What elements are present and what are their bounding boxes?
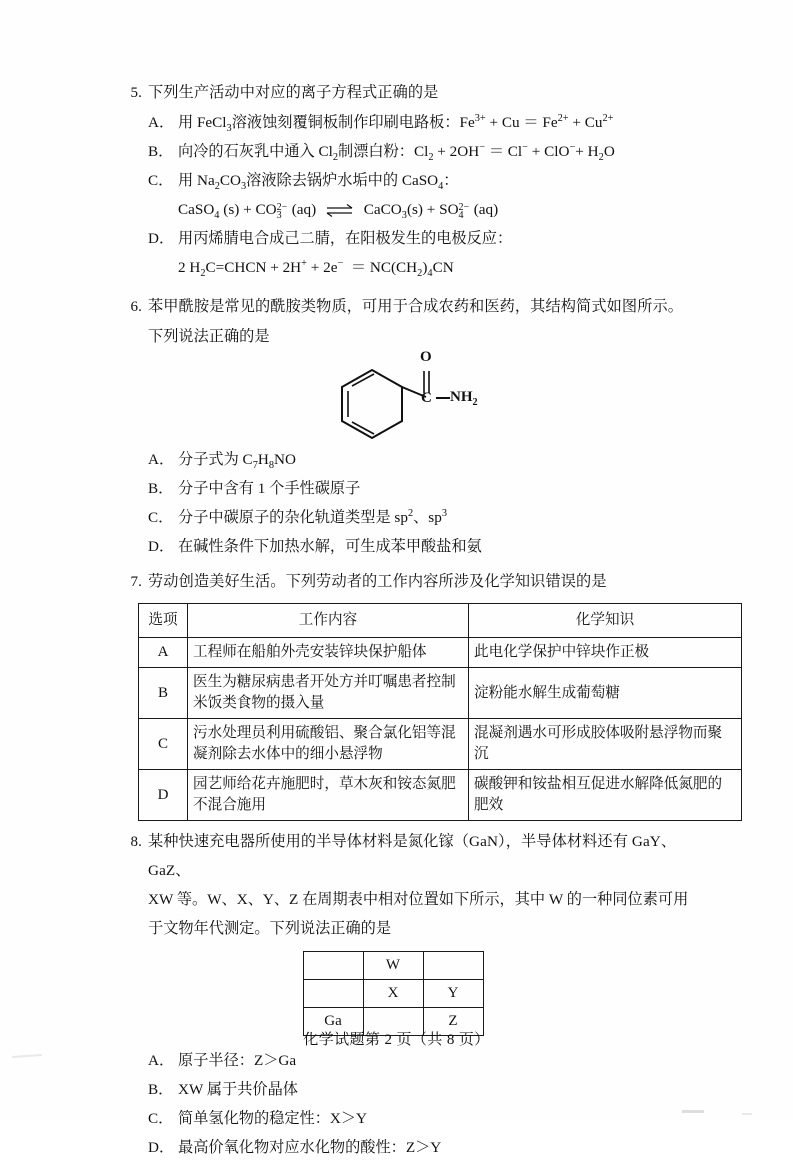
grid-row bbox=[303, 952, 483, 980]
question-6-option-c[interactable] bbox=[118, 503, 718, 532]
scan-artifact bbox=[682, 1110, 704, 1113]
row-option-label: D bbox=[139, 770, 188, 821]
option-text: 分子式为 $C_7H_8NO$ bbox=[178, 451, 296, 472]
question-8-option-b[interactable] bbox=[118, 1075, 718, 1104]
row-knowledge-content: 淀粉能水解生成葡萄糖 bbox=[469, 668, 742, 719]
row-option-label: B bbox=[139, 668, 188, 719]
structure-atom-c: C bbox=[421, 390, 432, 406]
option-text: 用 $Na_2CO_3$溶液除去锅炉水垢中的 CaSO$_4$： bbox=[178, 172, 459, 193]
question-5-option-d-equation: 2 $H_2C=CHCN + 2H^+ + 2e^- = NC(CH_2)_4CN$ bbox=[178, 257, 454, 280]
grid-cell-r2c3: Y bbox=[423, 980, 483, 1008]
question-8-option-c[interactable] bbox=[118, 1104, 718, 1133]
question-5-stem-line bbox=[118, 78, 718, 108]
question-7 bbox=[118, 567, 723, 821]
question-8-stem-line1: 某种快速充电器所使用的半导体材料是氮化镓（GaN），半导体材料还有 GaY、GaZ、 bbox=[148, 833, 677, 879]
option-text: 用 FeCl$_3$溶液蚀刻覆铜板制作印刷电路板：$Fe^{3+} + Cu = Fe^{2+} + Cu^{2+}$ bbox=[178, 112, 614, 135]
grid-cell-r3c1: Ga bbox=[303, 1008, 363, 1036]
option-key: C． bbox=[148, 172, 174, 189]
option-text: 在碱性条件下加热水解，可生成苯甲酸盐和氨 bbox=[178, 538, 482, 555]
question-7-number: 7. bbox=[130, 574, 142, 590]
row-knowledge-content: 此电化学保护中锌块作正极 bbox=[469, 638, 742, 668]
row-knowledge-content: 混凝剂遇水可形成胶体吸附悬浮物而聚沉 bbox=[469, 719, 742, 770]
option-text: XW 属于共价晶体 bbox=[178, 1081, 298, 1098]
table-row[interactable] bbox=[139, 770, 742, 821]
page-footer: 化学试题第 2 页（共 8 页） bbox=[303, 1032, 490, 1048]
question-6-option-d[interactable] bbox=[118, 532, 718, 561]
question-5-option-a[interactable] bbox=[118, 108, 718, 137]
option-key: D． bbox=[148, 538, 175, 555]
question-6-stem: 苯甲酰胺是常见的酰胺类物质，可用于合成农药和医药，其结构简式如图所示。 bbox=[148, 298, 684, 315]
scan-artifact bbox=[12, 1054, 42, 1058]
question-7-stem: 劳动创造美好生活。下列劳动者的工作内容所涉及化学知识错误的是 bbox=[148, 573, 607, 590]
grid-cell-r1c3 bbox=[423, 952, 483, 980]
page-content bbox=[118, 78, 723, 1164]
option-key: A． bbox=[148, 114, 175, 131]
question-5-option-c[interactable] bbox=[118, 166, 718, 195]
question-7-stem-line bbox=[118, 567, 718, 597]
option-key: B． bbox=[148, 480, 174, 497]
question-6-stem-line bbox=[118, 292, 718, 322]
periodic-position-grid bbox=[303, 951, 484, 1036]
option-key: A． bbox=[148, 1052, 175, 1069]
labor-knowledge-table bbox=[138, 603, 742, 821]
row-work-content: 工程师在船舶外壳安装锌块保护船体 bbox=[188, 638, 469, 668]
periodic-position-figure bbox=[118, 951, 718, 1036]
option-text: 向冷的石灰乳中通入 $Cl_2$制漂白粉：$Cl_2 + 2OH^- = Cl^- + ClO^-+ H_2O$ bbox=[178, 141, 615, 164]
question-8-stem-line2: XW 等。W、X、Y、Z 在周期表中相对位置如下所示，其中 W 的一种同位素可用 bbox=[148, 891, 689, 908]
table-row[interactable] bbox=[139, 668, 742, 719]
question-8 bbox=[118, 827, 718, 1162]
structure-atom-o: O bbox=[420, 349, 432, 365]
question-5-option-b[interactable] bbox=[118, 137, 718, 166]
option-key: C． bbox=[148, 1110, 174, 1127]
row-option-label: A bbox=[139, 638, 188, 668]
option-key: C． bbox=[148, 509, 174, 526]
question-8-number: 8. bbox=[130, 834, 142, 850]
question-6-option-b[interactable] bbox=[118, 474, 718, 503]
option-key: A． bbox=[148, 451, 175, 468]
question-8-stem-line3: 于文物年代测定。下列说法正确的是 bbox=[148, 920, 391, 937]
scan-artifact bbox=[742, 1113, 752, 1115]
option-text: 原子半径：Z＞Ga bbox=[178, 1052, 297, 1069]
question-6 bbox=[118, 292, 718, 561]
question-6-option-a[interactable] bbox=[118, 445, 718, 474]
grid-cell-r1c2: W bbox=[363, 952, 423, 980]
question-6-number: 6. bbox=[130, 299, 142, 315]
row-work-content: 园艺师给花卉施肥时，草木灰和铵态氮肥不混合施用 bbox=[188, 770, 469, 821]
equilibrium-arrow-icon bbox=[325, 205, 355, 217]
table-header-option: 选项 bbox=[139, 604, 188, 638]
question-8-option-d[interactable] bbox=[118, 1133, 718, 1162]
option-key: B． bbox=[148, 143, 174, 160]
option-text: 最高价氧化物对应水化物的酸性：Z＞Y bbox=[178, 1139, 442, 1156]
option-key: D． bbox=[148, 1139, 175, 1156]
table-row[interactable] bbox=[139, 638, 742, 668]
option-key: D． bbox=[148, 230, 175, 247]
row-option-label: C bbox=[139, 719, 188, 770]
benzamide-structure-figure bbox=[118, 349, 718, 441]
grid-cell-r2c2: X bbox=[363, 980, 423, 1008]
option-text: 分子中含有 1 个手性碳原子 bbox=[178, 480, 361, 497]
structure-atom-nh2: $NH_2$ bbox=[450, 389, 478, 408]
table-row[interactable] bbox=[139, 719, 742, 770]
option-text: 用丙烯腈电合成己二腈，在阳极发生的电极反应： bbox=[178, 230, 513, 247]
row-work-content: 医生为糖尿病患者开处方并叮嘱患者控制米饭类食物的摄入量 bbox=[188, 668, 469, 719]
option-text: 分子中碳原子的杂化轨道类型是 $sp^2$、$sp^3$ bbox=[178, 507, 447, 526]
grid-cell-r1c1 bbox=[303, 952, 363, 980]
row-work-content: 污水处理员利用硫酸铝、聚合氯化铝等混凝剂除去水体中的细小悬浮物 bbox=[188, 719, 469, 770]
question-5-stem: 下列生产活动中对应的离子方程式正确的是 bbox=[148, 84, 439, 101]
grid-row bbox=[303, 980, 483, 1008]
table-header-knowledge: 化学知识 bbox=[469, 604, 742, 638]
row-knowledge-content: 碳酸钾和铵盐相互促进水解降低氮肥的肥效 bbox=[469, 770, 742, 821]
question-5-option-d[interactable] bbox=[118, 224, 718, 253]
table-header-work: 工作内容 bbox=[188, 604, 469, 638]
question-5 bbox=[118, 78, 718, 282]
question-8-stem-line bbox=[118, 827, 718, 885]
benzamide-structure-drawing bbox=[326, 349, 486, 441]
grid-cell-r3c3: Z bbox=[423, 1008, 483, 1036]
option-text: 简单氢化物的稳定性：X＞Y bbox=[178, 1110, 367, 1127]
grid-cell-r2c1 bbox=[303, 980, 363, 1008]
question-6-stem-line2: 下列说法正确的是 bbox=[148, 328, 270, 345]
option-key: B． bbox=[148, 1081, 174, 1098]
question-5-option-c-equation: CaSO$_4$ (s) + CO 2− 3 (aq) CaCO$_3$(s) + SO 2− 4 (aq) bbox=[178, 201, 499, 222]
question-5-number: 5. bbox=[130, 85, 142, 101]
question-8-option-a[interactable] bbox=[118, 1046, 718, 1075]
table-header-row bbox=[139, 604, 742, 638]
